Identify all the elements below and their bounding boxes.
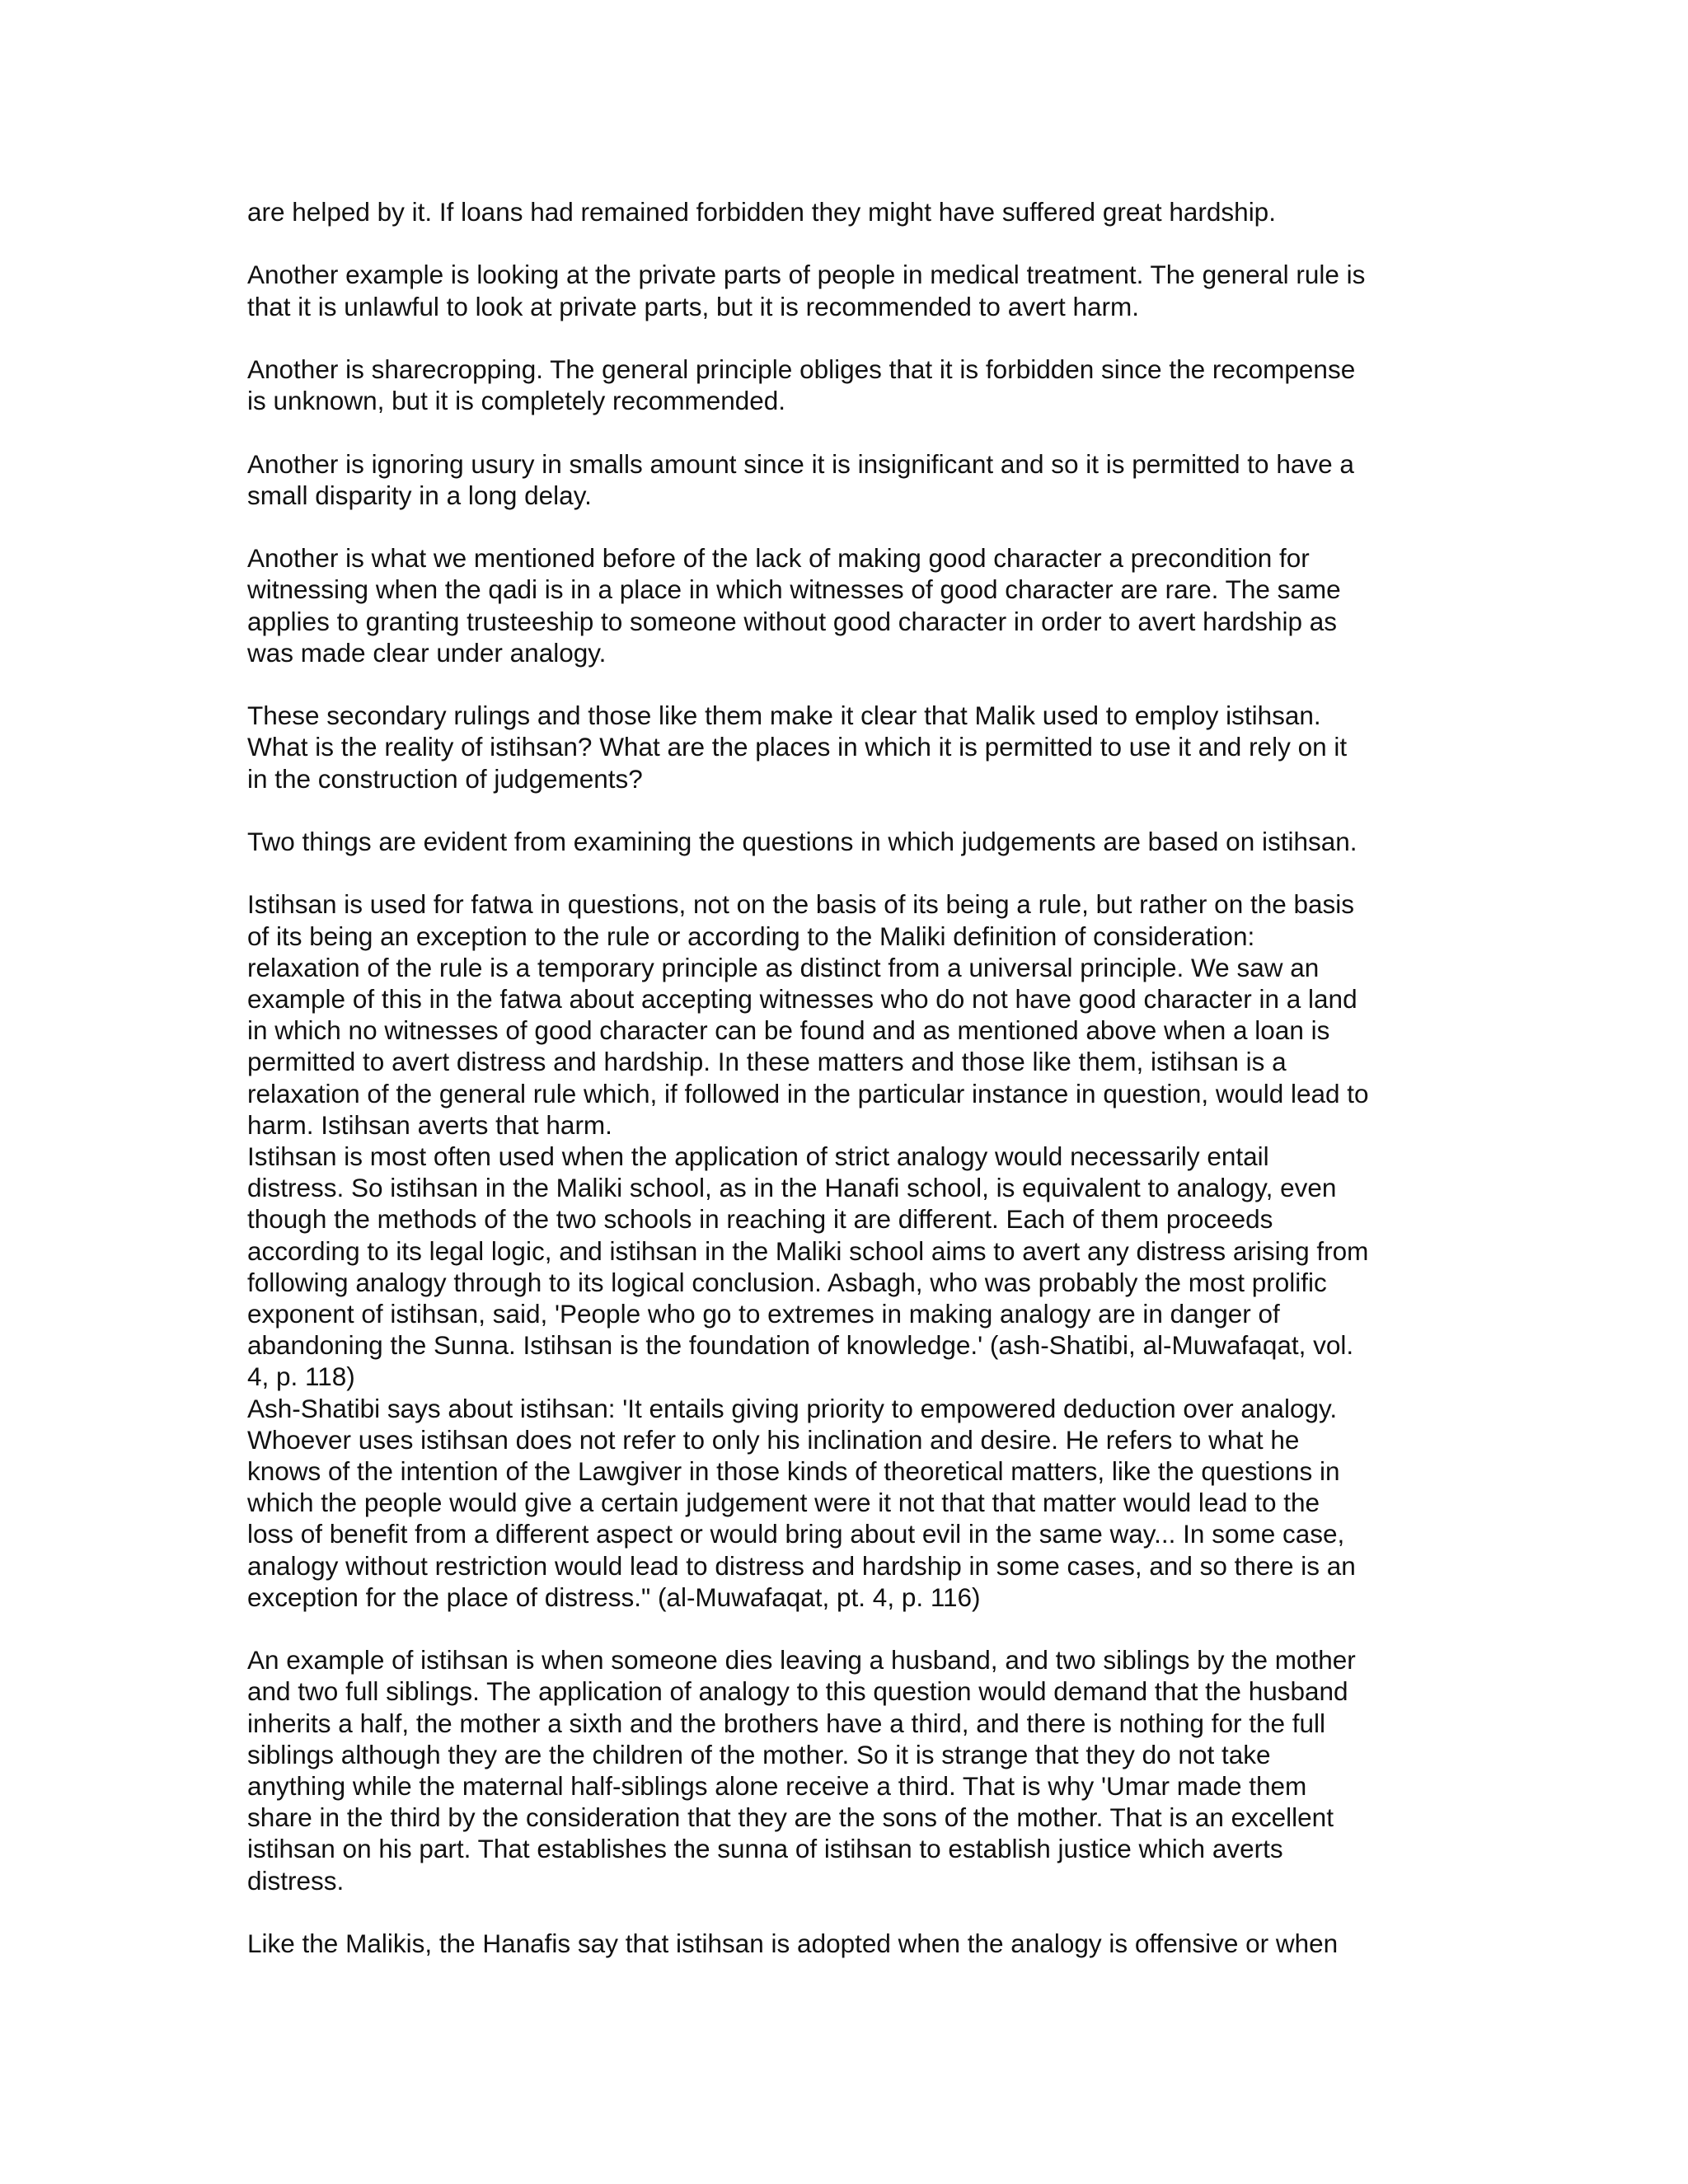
paragraph-4: Another is ignoring usury in smalls amount since it is insignificant and so it is permitted to have a small disparity in a long delay.	[247, 448, 1354, 510]
paragraph-1: are helped by it. If loans had remained forbidden they might have suffered great hardship.	[247, 197, 1276, 227]
paragraph-9: Istihsan is most often used when the application of strict analogy would necessarily entail distress. So istihsan in the Maliki school, as in the Hanafi school, is equivalent to analogy, even though the methods of the two schools in reaching it are different. Each of them proceeds according to its legal logic, and istihsan in the Maliki school aims to avert any distress arising from following analogy through to its logical conclusion. Asbagh, who was probably the most prolific exponent of istihsan, said, 'People who go to extremes in making analogy are in danger of abandoning the Sunna. Istihsan is the foundation of knowledge.' (ash-Shatibi, al-Muwafaqat, vol. 4, p. 118)	[247, 1141, 1369, 1392]
paragraph-7: Two things are evident from examining the questions in which judgements are based on istihsan.	[247, 826, 1357, 856]
paragraph-2: Another example is looking at the private parts of people in medical treatment. The general rule is that it is unlawful to look at private parts, but it is recommended to avert harm.	[247, 260, 1366, 321]
paragraph-3: Another is sharecropping. The general principle obliges that it is forbidden since the recompense is unknown, but it is completely recommended.	[247, 354, 1356, 416]
paragraph-11: An example of istihsan is when someone dies leaving a husband, and two siblings by the mother and two full siblings. The application of analogy to this question would demand that the husband inherits a half, the mother a sixth and the brothers have a third, and there is nothing for the full siblings although they are the children of the mother. So it is strange that they do not take anything while the maternal half-siblings alone receive a third. That is why 'Umar made them share in the third by the consideration that they are the sons of the mother. That is an excellent istihsan on his part. That establishes the sunna of istihsan to establish justice which averts distress.	[247, 1645, 1356, 1896]
paragraph-12: Like the Malikis, the Hanafis say that istihsan is adopted when the analogy is offensive or when	[247, 1929, 1339, 1959]
paragraph-5: Another is what we mentioned before of the lack of making good character a precondition for witnessing when the qadi is in a place in which witnesses of good character are rare. The same applies to granting trusteeship to someone without good character in order to avert hardship as was made clear under analogy.	[247, 543, 1341, 668]
document-page	[247, 196, 1451, 1959]
paragraph-6: These secondary rulings and those like them make it clear that Malik used to employ istihsan. What is the reality of istihsan? What are the places in which it is permitted to use it and rely on it in the construction of judgements?	[247, 701, 1348, 794]
paragraph-10: Ash-Shatibi says about istihsan: 'It entails giving priority to empowered deduction over analogy. Whoever uses istihsan does not refer to only his inclination and desire. He refers to what he knows of the intention of the Lawgiver in those kinds of theoretical matters, like the questions in which the people would give a certain judgement were it not that that matter would lead to the loss of benefit from a different aspect or would bring about evil in the same way... In some case, analogy without restriction would lead to distress and hardship in some cases, and so there is an exception for the place of distress." (al-Muwafaqat, pt. 4, p. 116)	[247, 1393, 1356, 1612]
paragraph-8: Istihsan is used for fatwa in questions, not on the basis of its being a rule, but rather on the basis of its being an exception to the rule or according to the Maliki definition of consideration: relaxation of the rule is a temporary principle as distinct from a universal principle. We saw an example of this in the fatwa about accepting witnesses who do not have good character in a land in which no witnesses of good character can be found and as mentioned above when a loan is permitted to avert distress and hardship. In these matters and those like them, istihsan is a relaxation of the general rule which, if followed in the particular instance in question, would lead to harm. Istihsan averts that harm.	[247, 889, 1369, 1140]
